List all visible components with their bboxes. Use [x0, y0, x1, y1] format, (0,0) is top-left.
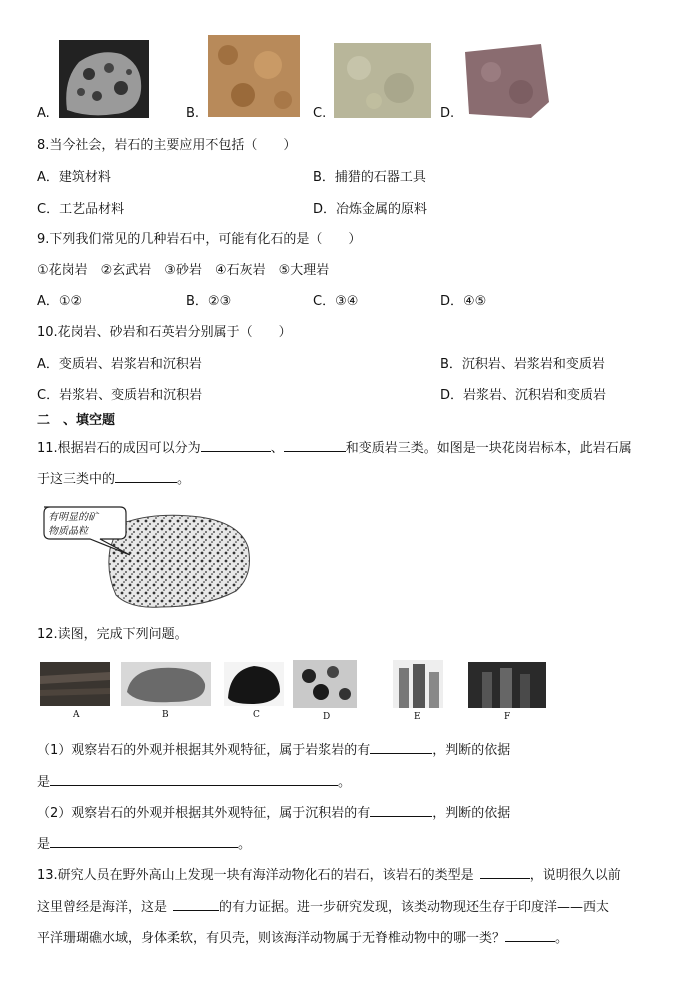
q10-option-c: C．岩浆岩、变质岩和沉积岩: [37, 388, 203, 403]
rock-photo-e: [393, 660, 443, 708]
q12-part1-text-4: 。: [338, 775, 352, 790]
q13-text-2: ，说明很久以前: [529, 868, 621, 883]
q13-line-3: [37, 929, 568, 948]
q11-text-3: 和变质岩三类。如图是一块花岗岩标本，此岩石属: [345, 441, 632, 456]
rock-photo-b-label: B: [162, 710, 169, 720]
q8-option-b: B．捕猎的石器工具: [313, 170, 426, 185]
q12-part2-text-2: ，判断的依据: [432, 806, 511, 821]
q13-line-1: [37, 866, 621, 885]
rock-photo-a-label: A: [73, 710, 80, 720]
q12-part2-line-1: [37, 804, 510, 823]
rock-photo-d-label: D: [323, 712, 331, 722]
q11-blank-3[interactable]: [115, 470, 177, 483]
q13-blank-1[interactable]: [480, 866, 530, 879]
option-c-label: C.: [313, 106, 327, 121]
rock-photo-d: [293, 660, 357, 708]
q12-part2-text-3: 是: [37, 837, 51, 852]
rock-image-a: [59, 40, 149, 118]
q10-option-a: A．变质岩、岩浆岩和沉积岩: [37, 357, 202, 372]
q12-part1-line-2: [37, 773, 351, 792]
rock-photo-e-label: E: [414, 712, 421, 722]
q11-text-1: 11.根据岩石的成因可以分为: [37, 441, 201, 456]
q12-stem: 12.读图，完成下列问题。: [37, 627, 188, 642]
section-title: 二 、填空题: [37, 413, 116, 428]
q12-part1-blank-2[interactable]: [50, 773, 338, 786]
q11-blank-2[interactable]: [284, 439, 346, 452]
rock-photo-c-label: C: [253, 710, 260, 720]
q13-line-2: [37, 898, 609, 917]
q10-option-b: B．沉积岩、岩浆岩和变质岩: [440, 357, 605, 372]
q12-part1-text-1: （1）观察岩石的外观并根据其外观特征，属于岩浆岩的有: [37, 743, 371, 758]
q12-part2-blank-2[interactable]: [50, 835, 238, 848]
q11-line-2: [37, 470, 190, 489]
q12-part1-text-2: ，判断的依据: [432, 743, 511, 758]
q12-part2-line-2: [37, 835, 251, 854]
q11-line-1: [37, 439, 632, 458]
q12-part2-text-4: 。: [238, 837, 252, 852]
rock-image-b: [208, 35, 300, 117]
rock-photo-f: [468, 662, 546, 708]
q13-text-3: 这里曾经是海洋，这是: [37, 900, 168, 915]
option-d-label: D.: [440, 106, 455, 121]
granite-callout-line-1: 有明显的矿: [48, 512, 98, 523]
q9-rock-list: ①花岗岩 ②玄武岩 ③砂岩 ④石灰岩 ⑤大理岩: [37, 263, 330, 278]
rock-photo-b: [121, 662, 211, 706]
q11-blank-1[interactable]: [201, 439, 271, 452]
q11-text-5: 。: [177, 472, 191, 487]
q9-option-a: A．①②: [37, 294, 83, 309]
q9-option-c: C．③④: [313, 294, 359, 309]
q13-text-4: 的有力证据。进一步研究发现，该类动物现还生存于印度洋——西太: [219, 900, 610, 915]
q12-part2-blank-1[interactable]: [370, 804, 432, 817]
option-b-label: B.: [186, 106, 200, 121]
q13-text-6: 。: [555, 931, 569, 946]
granite-callout-line-2: 物质晶粒: [48, 526, 88, 537]
q8-stem: 8.当今社会，岩石的主要应用不包括（ ）: [37, 138, 297, 153]
q8-option-c: C．工艺品材料: [37, 202, 125, 217]
q10-stem: 10.花岗岩、砂岩和石英岩分别属于（ ）: [37, 325, 292, 340]
option-a-label: A.: [37, 106, 50, 121]
q13-blank-2[interactable]: [173, 898, 219, 911]
q8-option-d: D．冶炼金属的原料: [313, 202, 428, 217]
q12-part1-blank-1[interactable]: [370, 741, 432, 754]
q9-option-d: D．④⑤: [440, 294, 487, 309]
q8-option-a: A．建筑材料: [37, 170, 111, 185]
rock-photo-a: [40, 662, 110, 706]
q13-text-1: 13.研究人员在野外高山上发现一块有海洋动物化石的岩石，该岩石的类型是: [37, 868, 474, 883]
q13-text-5: 平洋珊瑚礁水域，身体柔软，有贝壳，则该海洋动物属于无脊椎动物中的哪一类？: [37, 931, 506, 946]
q10-option-d: D．岩浆岩、沉积岩和变质岩: [440, 388, 607, 403]
q11-text-2: 、: [270, 441, 284, 456]
q12-part2-text-1: （2）观察岩石的外观并根据其外观特征，属于沉积岩的有: [37, 806, 371, 821]
q12-part1-text-3: 是: [37, 775, 51, 790]
rock-photo-f-label: F: [504, 712, 511, 722]
q9-option-b: B．②③: [186, 294, 232, 309]
q11-text-4: 于这三类中的: [37, 472, 116, 487]
q9-stem: 9.下列我们常见的几种岩石中，可能有化石的是（ ）: [37, 232, 362, 247]
rock-image-c: [334, 43, 431, 118]
q12-part1-line-1: [37, 741, 510, 760]
q13-blank-3[interactable]: [505, 929, 555, 942]
rock-photo-c: [224, 662, 284, 706]
rock-image-d: [461, 42, 551, 119]
